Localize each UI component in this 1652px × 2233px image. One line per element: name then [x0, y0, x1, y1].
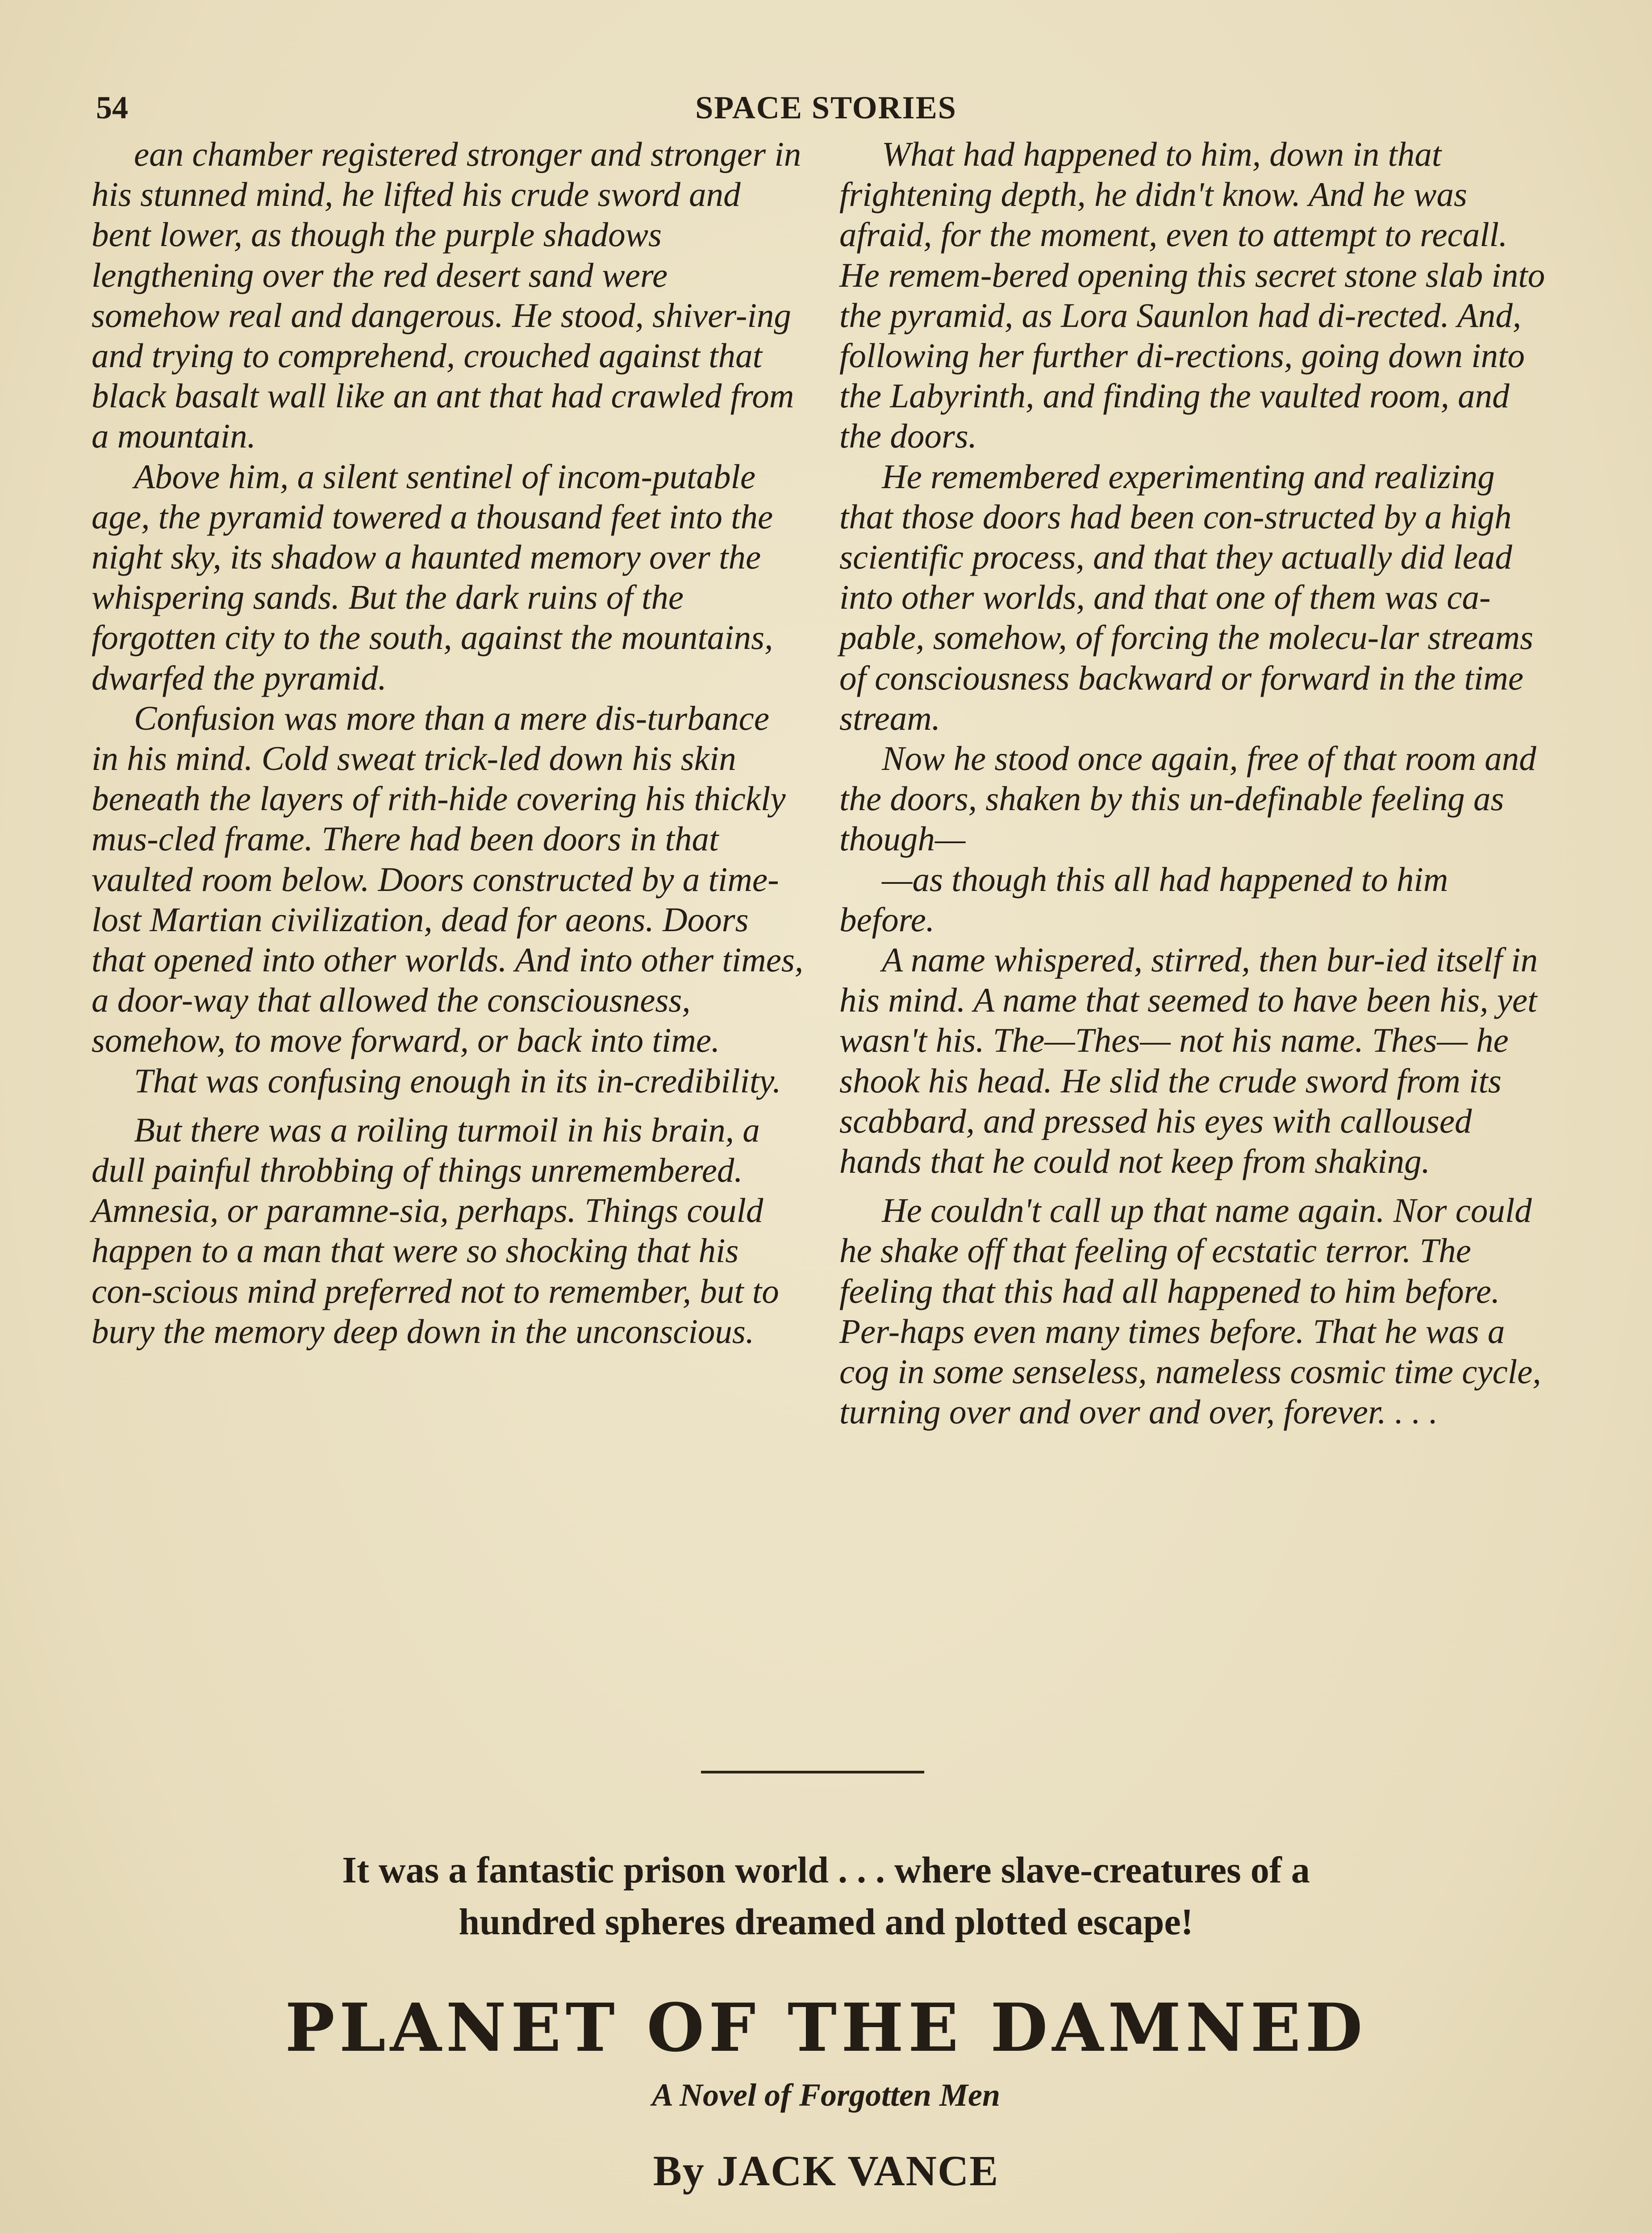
- right-column: [839, 134, 1552, 1432]
- paragraph: That was confusing enough in its in-credibility.: [134, 1061, 781, 1100]
- promo-subtitle: A Novel of Forgotten Men: [651, 2077, 1000, 2113]
- magazine-title: SPACE STORIES: [695, 90, 957, 125]
- promo-byline: By JACK VANCE: [653, 2147, 999, 2195]
- paragraph: —as though this all had happened to him before.: [839, 860, 1448, 939]
- tagline-line: It was a fantastic prison world . . . where slave-creatures of a: [342, 1849, 1310, 1891]
- paragraph: What had happened to him, down in that frightening depth, he didn't know. And he was afraid, for the moment, even to attempt to recall. He remem-bered opening this secret stone slab into the pyramid, as Lora Saunlon had di-rected. And, following her further di-rections, going down into the Labyrinth, and finding the vaulted room, and the doors.: [839, 135, 1545, 456]
- paragraph: He remembered experimenting and realizing that those doors had been con-structed by a high scientific process, and that they actually did lead into other worlds, and that one of them was ca-pable, somehow, of forcing the molecu-lar streams of consciousness backward or forward in the time stream.: [839, 457, 1534, 737]
- paragraph: Confusion was more than a mere dis-turbance in his mind. Cold sweat trick-led down his skin beneath the layers of rith-hide covering his thickly mus-cled frame. There had been doors in that vaulted room below. Doors constructed by a time-lost Martian civilization, dead for aeons. Doors that opened into other worlds. And into other times, a door-way that allowed the consciousness, somehow, to move forward, or back into time.: [92, 698, 804, 1060]
- page-number: 54: [96, 90, 128, 125]
- promo-tagline: [0, 1844, 1652, 1948]
- page-header: [96, 85, 1556, 134]
- tagline-line: hundred spheres dreamed and plotted escape!: [459, 1901, 1193, 1943]
- paragraph: Above him, a silent sentinel of incom-putable age, the pyramid towered a thousand feet into the night sky, its shadow a haunted memory over the whispering sands. But the dark ruins of the forgotten city to the south, against the mountains, dwarfed the pyramid.: [92, 457, 773, 697]
- paragraph: A name whispered, stirred, then bur-ied itself in his mind. A name that seemed to have been his, yet wasn't his. The—Thes— not his name. Thes— he shook his head. He slid the crude sword from its scabbard, and pressed his eyes with calloused hands that he could not keep from shaking.: [839, 941, 1538, 1181]
- paragraph: But there was a roiling turmoil in his brain, a dull painful throbbing of things unremembered. Amnesia, or paramne-sia, perhaps. Things could happen to a man that were so shocking that his con-scious mind preferred not to remember, but to bury the memory deep down in the unconscious.: [92, 1110, 779, 1351]
- paragraph: He couldn't call up that name again. Nor could he shake off that feeling of ecstatic terror. The feeling that this had all happened to him before. Per-haps even many times before. That he was a cog in some senseless, nameless cosmic time cycle, turning over and over and over, forever. . . .: [839, 1191, 1541, 1431]
- promo-title: PLANET OF THE DAMNED: [285, 1989, 1367, 2066]
- paragraph: Now he stood once again, free of that room and the doors, shaken by this un-definable feeling as though—: [839, 739, 1536, 858]
- left-column: [92, 134, 804, 1351]
- section-divider: [701, 1771, 924, 1773]
- paragraph: ean chamber registered stronger and stronger in his stunned mind, he lifted his crude sword and bent lower, as though the purple shadows lengthening over the red desert sand were somehow real and dangerous. He stood, shiver-ing and trying to comprehend, crouched against that black basalt wall like an ant that had crawled from a mountain.: [92, 135, 801, 456]
